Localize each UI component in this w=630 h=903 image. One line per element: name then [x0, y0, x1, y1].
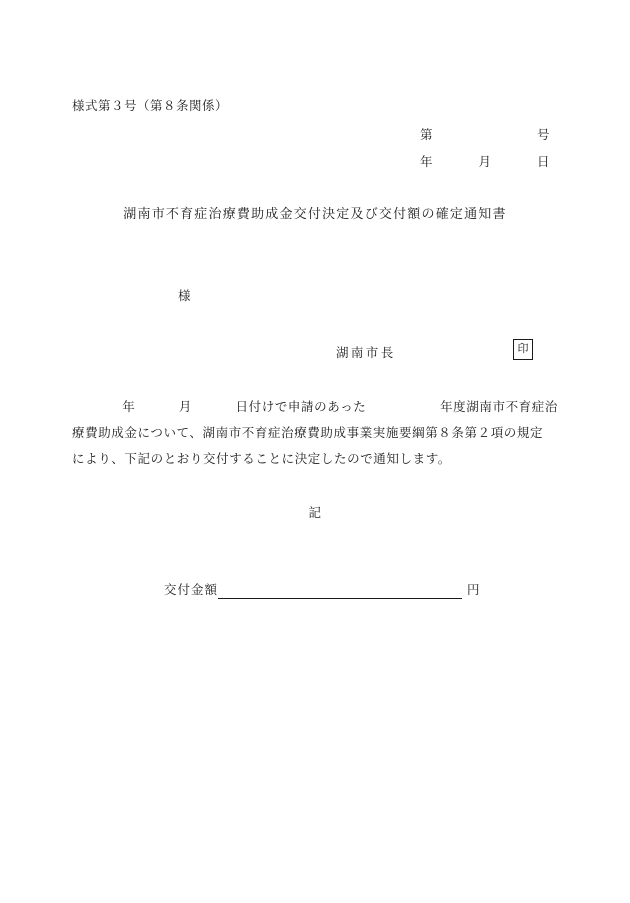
date-day-label: 日	[536, 155, 550, 169]
document-number-field	[420, 125, 550, 143]
date-year-label: 年	[420, 155, 434, 169]
body-line-2: 療費助成金について、湖南市不育症治療費助成事業実施要綱第８条第２項の規定	[72, 426, 544, 440]
body-line-1	[72, 394, 558, 420]
body-line1-mid: 日付けで申請のあった	[235, 400, 367, 414]
grant-amount-row	[164, 580, 481, 599]
grant-amount-unit: 円	[467, 583, 481, 597]
body-text	[72, 394, 558, 472]
date-month-label: 月	[478, 155, 492, 169]
body-line-3: により、下記のとおり交付することに決定したので通知します。	[72, 452, 451, 466]
note-heading: 記	[308, 506, 322, 520]
addressee-honorific: 様	[178, 289, 192, 303]
number-prefix: 第	[420, 128, 434, 142]
page-title: 湖南市不育症治療費助成金交付決定及び交付額の確定通知書	[123, 206, 507, 221]
number-suffix: 号	[536, 128, 550, 142]
issuer-name: 湖南市長	[336, 346, 396, 360]
form-number: 様式第３号（第８条関係）	[72, 99, 229, 113]
document-date-field	[420, 152, 550, 170]
grant-amount-input[interactable]	[218, 583, 462, 599]
body-year-label: 年	[122, 400, 136, 414]
grant-amount-label: 交付金額	[164, 583, 219, 597]
body-month-label: 月	[178, 400, 192, 414]
seal-stamp-box: 印	[513, 339, 533, 360]
body-line1-end: 年度湖南市不育症治	[440, 400, 558, 414]
